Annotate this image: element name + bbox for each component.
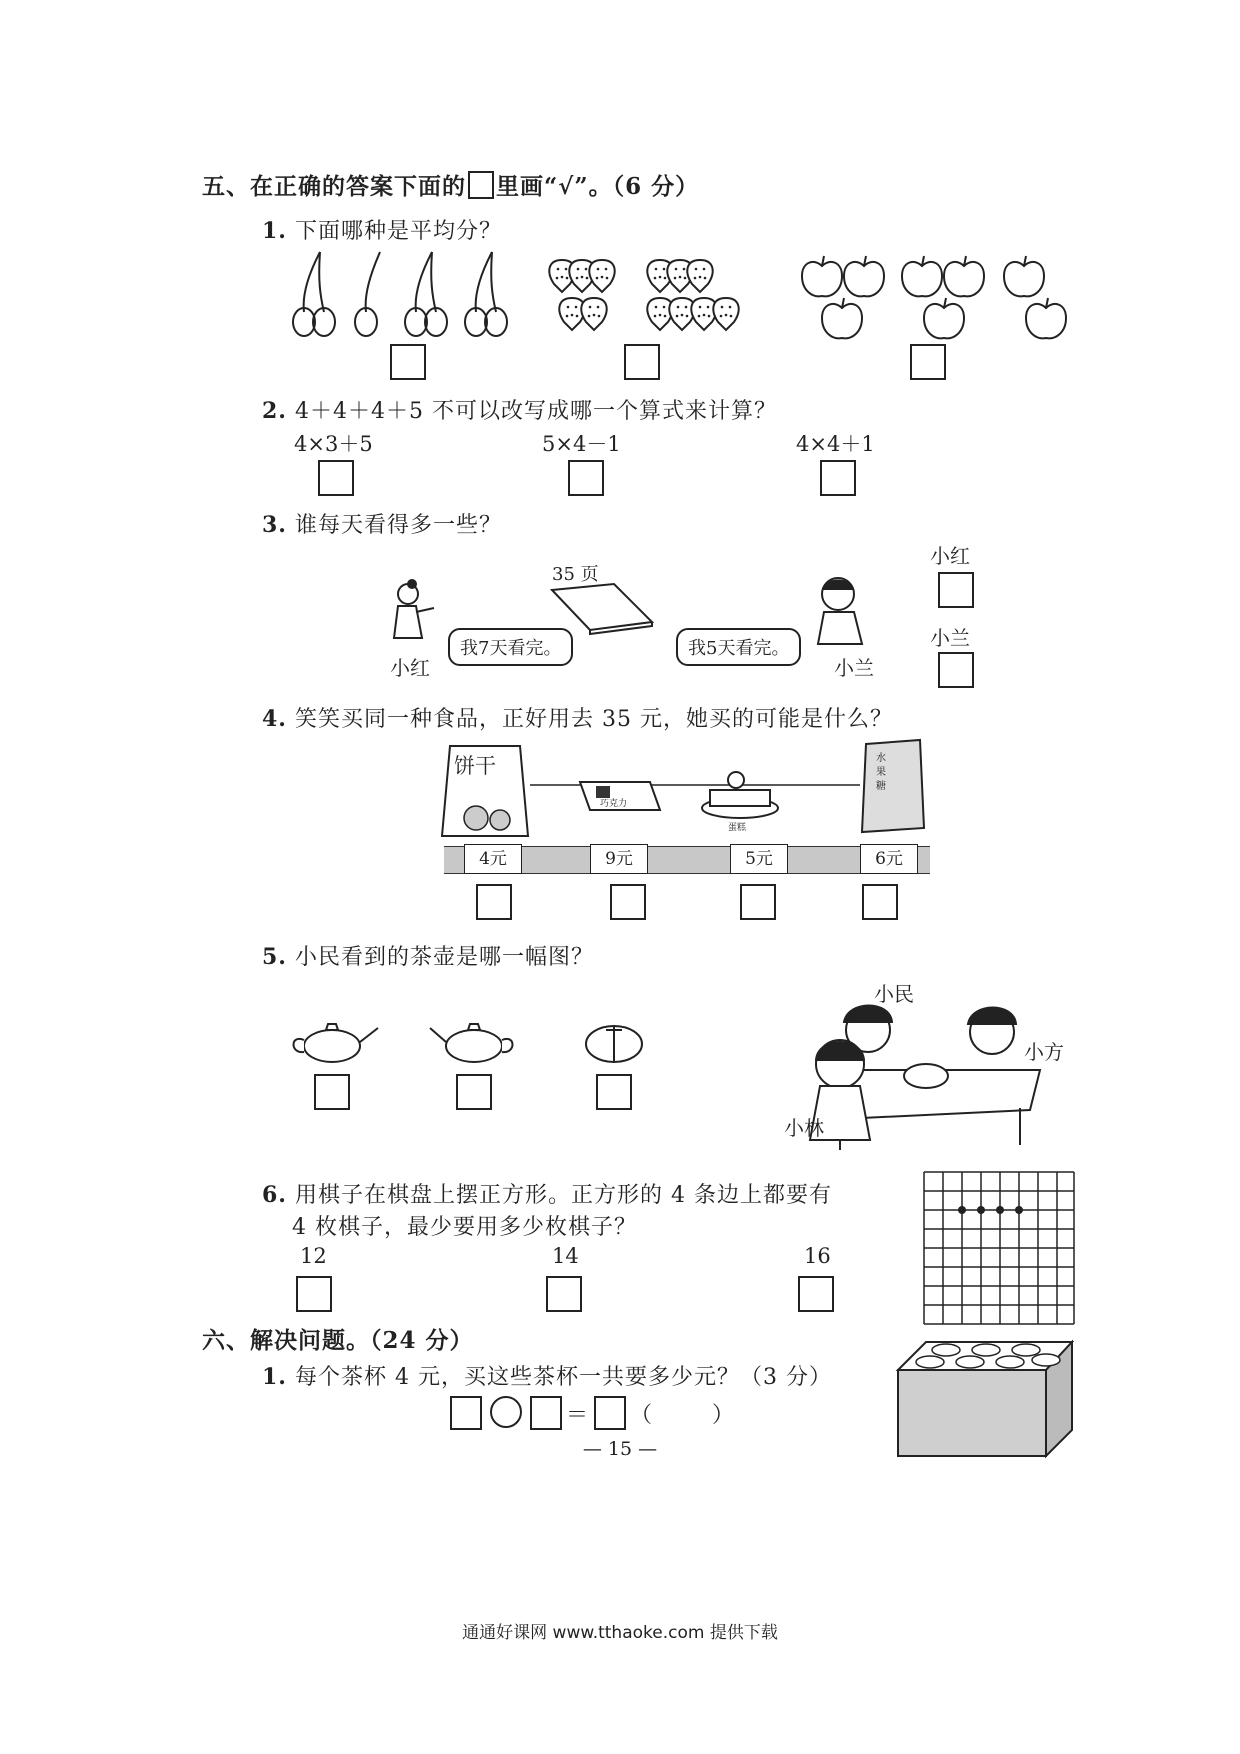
cake-label: 蛋糕 (728, 823, 747, 833)
q2-option-b: 5×4－1 (542, 432, 621, 456)
q2-number: 2. (262, 398, 287, 424)
cherry-pair (465, 252, 507, 336)
q2-option-c: 4×4＋1 (796, 432, 875, 456)
children-at-table-illustration (800, 1000, 1060, 1150)
xiaolin-name: 小林 (784, 1116, 824, 1140)
q6-option-b: 14 (552, 1244, 579, 1268)
book-page-label: 35 页 (552, 564, 599, 585)
chocolate-label: 巧克力 (600, 799, 628, 809)
candy-label-char-3: 糖 (876, 781, 886, 792)
teapot-on-table-icon (904, 1064, 948, 1088)
q5-prompt (262, 940, 594, 971)
q5-answer-box-a[interactable] (314, 1074, 350, 1110)
q5-number: 5. (262, 944, 287, 970)
cherry-single (355, 252, 380, 336)
q3-choice-label-b: 小兰 (930, 626, 970, 650)
q2-answer-box-b[interactable] (568, 460, 604, 496)
q1-number: 1. (262, 218, 287, 244)
price-tag-biscuit: 4元 (464, 844, 522, 874)
fruit-candy-label (876, 752, 886, 794)
q6-text-line1: 用棋子在棋盘上摆正方形。正方形的 4 条边上都要有 (294, 1183, 832, 1208)
xiaolan-speech-bubble: 我5天看完。 (676, 628, 801, 666)
q3-text: 谁每天看得多一些？ (294, 513, 502, 538)
xiaofang-name: 小方 (1024, 1040, 1064, 1064)
p1-unit-paren-open: （ (630, 1403, 654, 1428)
p1-operator-circle[interactable] (490, 1396, 522, 1428)
q2-answer-box-a[interactable] (318, 460, 354, 496)
book-icon (548, 584, 658, 634)
q6-prompt-line1 (262, 1178, 832, 1209)
cake-icon (702, 772, 778, 818)
q4-answer-box-d[interactable] (862, 884, 898, 920)
candy-label-char-1: 水 (876, 753, 886, 764)
p1-operand1-box[interactable] (450, 1396, 482, 1430)
p1-prompt (262, 1360, 832, 1391)
p1-equals-sign: ＝ (566, 1403, 590, 1428)
strawberries-illustration (548, 256, 748, 336)
xiaohong-speech-bubble: 我7天看完。 (448, 628, 573, 666)
girl-xiaohong-icon (386, 578, 456, 648)
inline-answer-box-sample (468, 171, 494, 199)
teapot-front-icon (586, 1026, 642, 1062)
q2-text: 4＋4＋4＋5 不可以改写成哪一个算式来计算？ (294, 399, 777, 424)
section6-title: 六、解决问题。（24 分） (202, 1327, 474, 1354)
cherries-illustration (290, 250, 520, 340)
food-items-illustration (440, 740, 940, 850)
q6-answer-box-b[interactable] (546, 1276, 582, 1312)
q6-answer-box-a[interactable] (296, 1276, 332, 1312)
q5-answer-box-b[interactable] (456, 1074, 492, 1110)
q4-answer-box-c[interactable] (740, 884, 776, 920)
q1-answer-box-c[interactable] (910, 344, 946, 380)
q1-text: 下面哪种是平均分？ (294, 219, 502, 244)
q3-choice-label-a: 小红 (930, 544, 970, 568)
q5-answer-box-c[interactable] (596, 1074, 632, 1110)
p1-result-box[interactable] (594, 1396, 626, 1430)
xiaomin-name: 小民 (874, 982, 914, 1006)
q4-prompt (262, 702, 893, 733)
price-tag-chocolate: 9元 (590, 844, 648, 874)
biscuit-label: 饼干 (454, 754, 496, 778)
q3-prompt (262, 508, 502, 539)
section5-title-suffix: 里画“√”。（6 分） (496, 173, 700, 200)
fruit-candy-bag-icon (862, 740, 924, 832)
teapots-illustration (288, 1020, 688, 1070)
price-tag-cake: 5元 (730, 844, 788, 874)
section5-title-prefix: 五、在正确的答案下面的 (202, 173, 466, 200)
p1-unit-blank[interactable] (662, 1398, 718, 1426)
q3-answer-box-b[interactable] (938, 652, 974, 688)
chessboard-grid-illustration (924, 1172, 1074, 1326)
q6-prompt-line2: 4 枚棋子，最少要用多少枚棋子？ (292, 1215, 637, 1240)
q5-text: 小民看到的茶壶是哪一幅图？ (294, 945, 594, 970)
teapot-side-spout-right-icon (294, 1024, 379, 1062)
q1-prompt (262, 214, 502, 245)
q6-number: 6. (262, 1182, 287, 1208)
teapot-side-spout-left-icon (430, 1024, 513, 1062)
q3-number: 3. (262, 512, 287, 538)
xiaohong-name: 小红 (390, 656, 430, 680)
q4-answer-box-a[interactable] (476, 884, 512, 920)
q2-prompt (262, 394, 777, 425)
p1-number: 1. (262, 1364, 287, 1390)
section5-title (202, 168, 699, 201)
p1-text: 每个茶杯 4 元，买这些茶杯一共要多少元？（3 分） (294, 1365, 832, 1390)
candy-label-char-2: 果 (876, 767, 886, 778)
p1-operand2-box[interactable] (530, 1396, 562, 1430)
cherry-pair (405, 252, 447, 336)
q2-option-a: 4×3＋5 (294, 432, 373, 456)
q4-number: 4. (262, 706, 287, 732)
q2-answer-box-c[interactable] (820, 460, 856, 496)
price-tag-candy: 6元 (860, 844, 918, 874)
q4-answer-box-b[interactable] (610, 884, 646, 920)
q3-answer-box-a[interactable] (938, 572, 974, 608)
apples-illustration (800, 254, 1080, 344)
cherry-pair (293, 252, 335, 336)
girl-xiaolan-icon (804, 572, 884, 650)
footer-source: 通通好课网 www.tthaoke.com 提供下载 (462, 1623, 778, 1643)
p1-unit-paren-close: ） (712, 1403, 736, 1428)
q1-answer-box-b[interactable] (624, 344, 660, 380)
q6-option-a: 12 (300, 1244, 327, 1268)
q4-text: 笑笑买同一种食品，正好用去 35 元，她买的可能是什么？ (294, 707, 893, 732)
q6-answer-box-c[interactable] (798, 1276, 834, 1312)
xiaolan-name: 小兰 (834, 656, 874, 680)
page-number: — 15 — (582, 1438, 658, 1460)
q1-answer-box-a[interactable] (390, 344, 426, 380)
q6-option-c: 16 (804, 1244, 831, 1268)
